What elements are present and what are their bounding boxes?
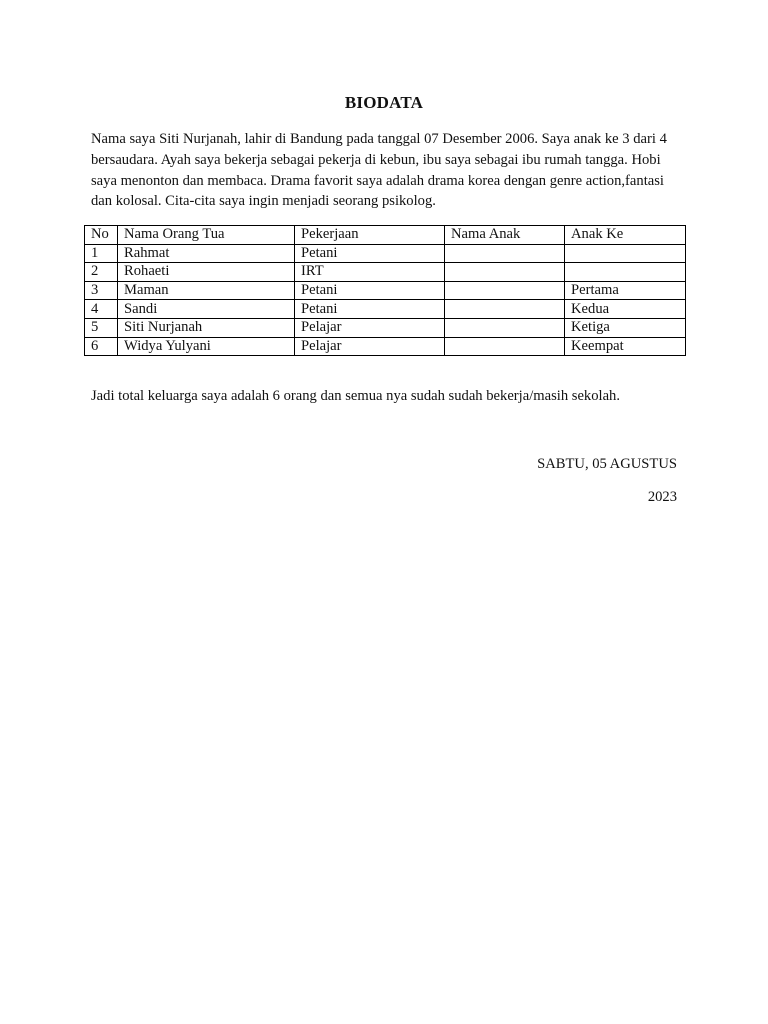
cell-pekerjaan: Petani xyxy=(295,281,445,300)
table-row xyxy=(85,318,686,337)
cell-pekerjaan: Pelajar xyxy=(295,318,445,337)
conclusion-text: Jadi total keluarga saya adalah 6 orang dan semua nya sudah sudah bekerja/masih sekolah. xyxy=(91,388,620,404)
family-table xyxy=(84,225,686,356)
cell-pekerjaan: Petani xyxy=(295,244,445,263)
cell-pekerjaan: Pelajar xyxy=(295,337,445,356)
cell-anak-ke: Pertama xyxy=(565,281,686,300)
cell-pekerjaan: Petani xyxy=(295,300,445,319)
cell-no: 5 xyxy=(85,318,118,337)
cell-anak-ke: Keempat xyxy=(565,337,686,356)
cell-anak-ke xyxy=(565,244,686,263)
cell-nama-orang-tua: Sandi xyxy=(118,300,295,319)
cell-nama-anak xyxy=(445,337,565,356)
cell-no: 3 xyxy=(85,281,118,300)
cell-anak-ke: Ketiga xyxy=(565,318,686,337)
date-text: SABTU, 05 AGUSTUS xyxy=(537,456,677,472)
cell-no: 1 xyxy=(85,244,118,263)
cell-anak-ke xyxy=(565,263,686,282)
table-row xyxy=(85,337,686,356)
cell-nama-orang-tua: Widya Yulyani xyxy=(118,337,295,356)
cell-nama-anak xyxy=(445,318,565,337)
header-no: No xyxy=(85,226,118,245)
header-pekerjaan: Pekerjaan xyxy=(295,226,445,245)
cell-nama-orang-tua: Rohaeti xyxy=(118,263,295,282)
header-nama-anak: Nama Anak xyxy=(445,226,565,245)
cell-nama-anak xyxy=(445,263,565,282)
cell-anak-ke: Kedua xyxy=(565,300,686,319)
table-row xyxy=(85,263,686,282)
cell-no: 6 xyxy=(85,337,118,356)
cell-nama-orang-tua: Maman xyxy=(118,281,295,300)
intro-paragraph: Nama saya Siti Nurjanah, lahir di Bandung pada tanggal 07 Desember 2006. Saya anak ke 3 dari 4 bersaudara. Ayah saya bekerja sebagai pekerja di kebun, ibu saya sebagai ibu rumah tangga. Hobi saya menonton dan membaca. Drama favorit saya adalah drama korea dengan genre action,fantasi dan kolosal. Cita-cita saya ingin menjadi seorang psikolog. xyxy=(91,131,667,210)
header-nama-orang-tua: Nama Orang Tua xyxy=(118,226,295,245)
table-row xyxy=(85,244,686,263)
table-row xyxy=(85,300,686,319)
cell-pekerjaan: IRT xyxy=(295,263,445,282)
cell-no: 2 xyxy=(85,263,118,282)
year-text: 2023 xyxy=(647,489,677,505)
cell-nama-orang-tua: Siti Nurjanah xyxy=(118,318,295,337)
cell-nama-anak xyxy=(445,281,565,300)
cell-nama-anak xyxy=(445,244,565,263)
table-row xyxy=(85,281,686,300)
cell-nama-anak xyxy=(445,300,565,319)
document-title: BIODATA xyxy=(344,93,424,112)
header-anak-ke: Anak Ke xyxy=(565,226,686,245)
table-header-row xyxy=(85,226,686,245)
cell-nama-orang-tua: Rahmat xyxy=(118,244,295,263)
cell-no: 4 xyxy=(85,300,118,319)
